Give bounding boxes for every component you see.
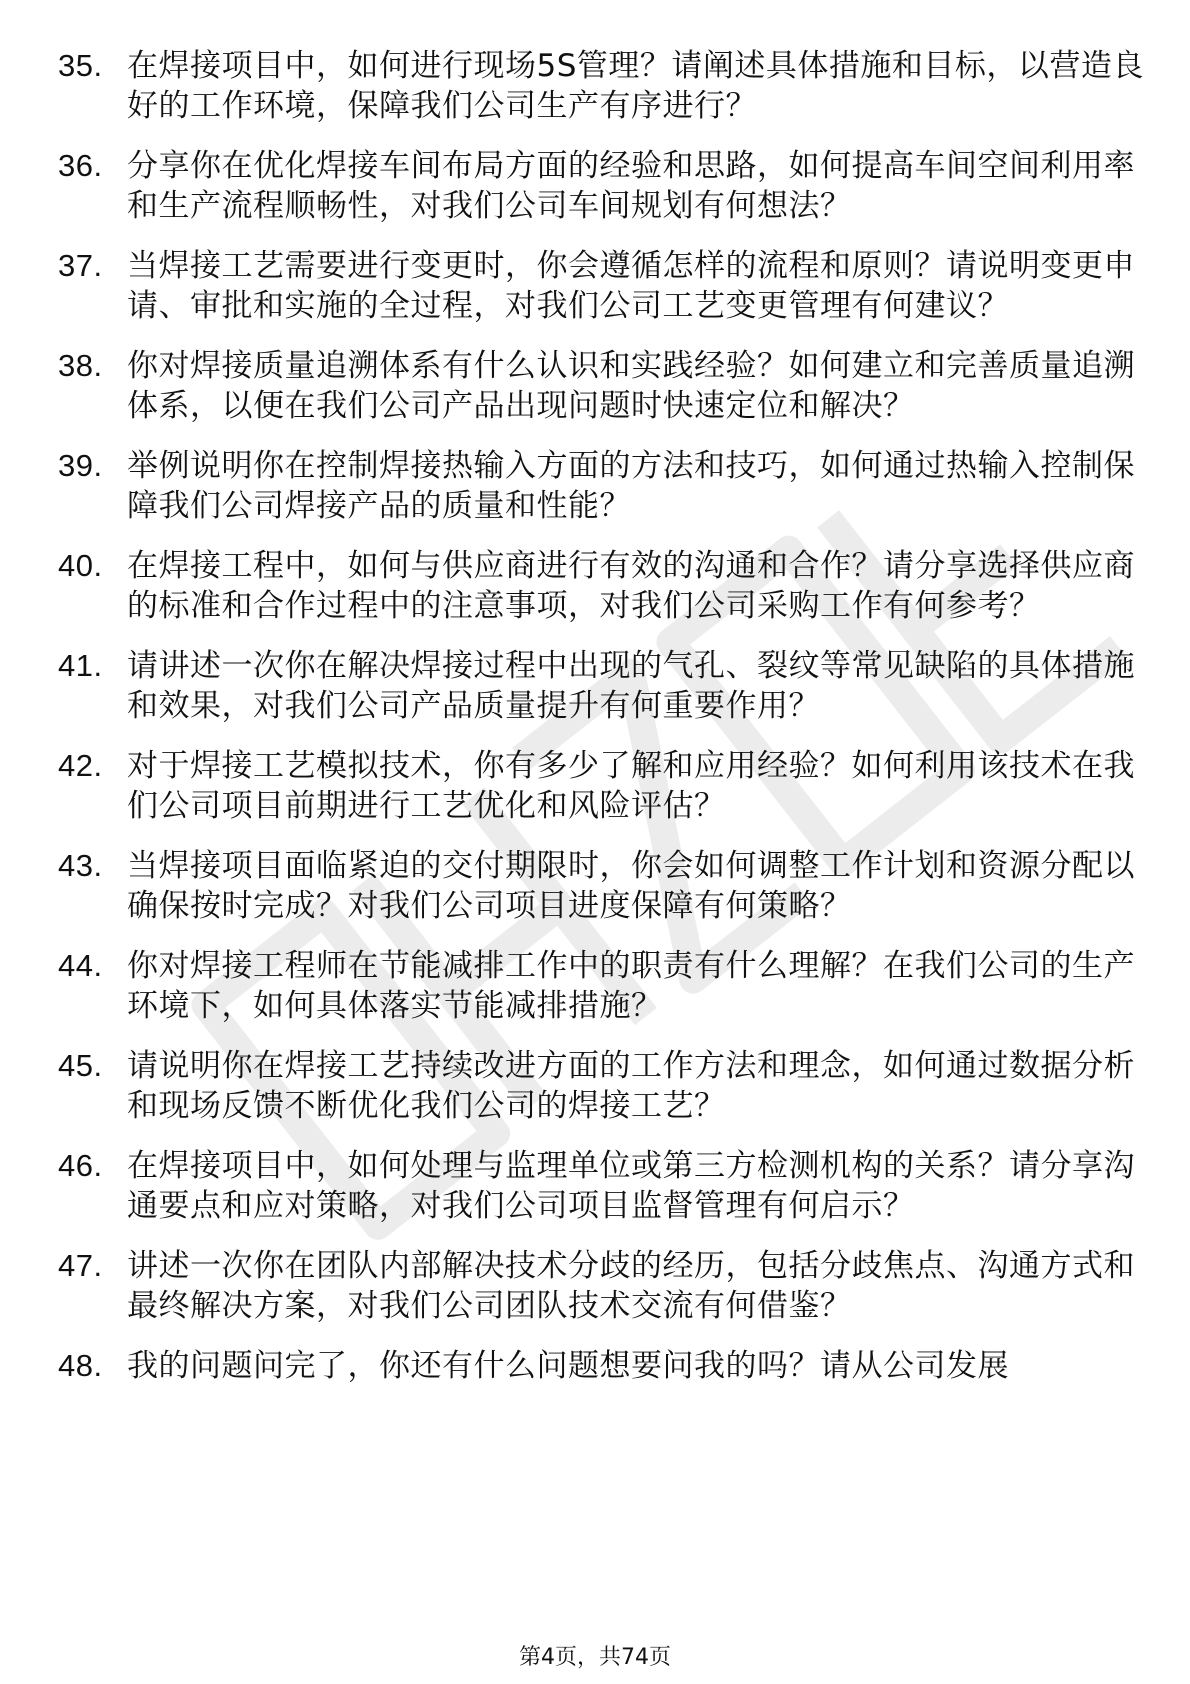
question-item	[58, 646, 1148, 726]
question-item	[58, 846, 1148, 926]
question-text: 当焊接工艺需要进行变更时，你会遵循怎样的流程和原则？请说明变更申请、审批和实施的全过程，对我们公司工艺变更管理有何建议？	[127, 248, 1135, 324]
question-item	[58, 546, 1148, 626]
question-item	[58, 346, 1148, 426]
question-item	[58, 1046, 1148, 1126]
question-text: 分享你在优化焊接车间布局方面的经验和思路，如何提高车间空间利用率和生产流程顺畅性，对我们公司车间规划有何想法？	[127, 148, 1135, 224]
question-text: 讲述一次你在团队内部解决技术分歧的经历，包括分歧焦点、沟通方式和最终解决方案，对我们公司团队技术交流有何借鉴？	[127, 1248, 1135, 1324]
question-number: 46.	[58, 1148, 103, 1183]
question-number: 36.	[58, 148, 103, 183]
question-number: 47.	[58, 1248, 103, 1283]
question-number: 35.	[58, 48, 103, 83]
question-text: 在焊接工程中，如何与供应商进行有效的沟通和合作？请分享选择供应商的标准和合作过程中的注意事项，对我们公司采购工作有何参考？	[127, 548, 1135, 624]
question-item	[58, 46, 1148, 126]
question-text: 举例说明你在控制焊接热输入方面的方法和技巧，如何通过热输入控制保障我们公司焊接产品的质量和性能？	[127, 448, 1135, 524]
question-item	[58, 746, 1148, 826]
question-item	[58, 1146, 1148, 1226]
question-number: 48.	[58, 1348, 103, 1383]
page-number-label: 第4页，共74页	[519, 1645, 671, 1670]
question-number: 45.	[58, 1048, 103, 1083]
question-text: 当焊接项目面临紧迫的交付期限时，你会如何调整工作计划和资源分配以确保按时完成？对我们公司项目进度保障有何策略？	[127, 848, 1135, 924]
question-item	[58, 246, 1148, 326]
question-text: 对于焊接工艺模拟技术，你有多少了解和应用经验？如何利用该技术在我们公司项目前期进行工艺优化和风险评估？	[127, 748, 1135, 824]
question-text: 在焊接项目中，如何进行现场5S管理？请阐述具体措施和目标，以营造良好的工作环境，保障我们公司生产有序进行？	[127, 48, 1144, 124]
question-item	[58, 146, 1148, 226]
question-number: 43.	[58, 848, 103, 883]
question-number: 41.	[58, 648, 103, 683]
question-text: 在焊接项目中，如何处理与监理单位或第三方检测机构的关系？请分享沟通要点和应对策略，对我们公司项目监督管理有何启示？	[127, 1148, 1135, 1224]
question-text: 我的问题问完了，你还有什么问题想要问我的吗？请从公司发展	[127, 1348, 1009, 1384]
question-text: 你对焊接质量追溯体系有什么认识和实践经验？如何建立和完善质量追溯体系，以便在我们公司产品出现问题时快速定位和解决？	[127, 348, 1135, 424]
question-text: 请讲述一次你在解决焊接过程中出现的气孔、裂纹等常见缺陷的具体措施和效果，对我们公司产品质量提升有何重要作用？	[127, 648, 1135, 724]
question-text: 请说明你在焊接工艺持续改进方面的工作方法和理念，如何通过数据分析和现场反馈不断优化我们公司的焊接工艺？	[127, 1048, 1135, 1124]
question-item	[58, 1346, 1148, 1386]
question-number: 38.	[58, 348, 103, 383]
question-number: 37.	[58, 248, 103, 283]
question-item	[58, 946, 1148, 1026]
question-number: 40.	[58, 548, 103, 583]
question-number: 44.	[58, 948, 103, 983]
question-list	[58, 46, 1148, 1406]
question-number: 42.	[58, 748, 103, 783]
page-footer	[0, 1640, 1190, 1671]
question-item	[58, 446, 1148, 526]
question-number: 39.	[58, 448, 103, 483]
question-text: 你对焊接工程师在节能减排工作中的职责有什么理解？在我们公司的生产环境下，如何具体落实节能减排措施？	[127, 948, 1135, 1024]
question-item	[58, 1246, 1148, 1326]
